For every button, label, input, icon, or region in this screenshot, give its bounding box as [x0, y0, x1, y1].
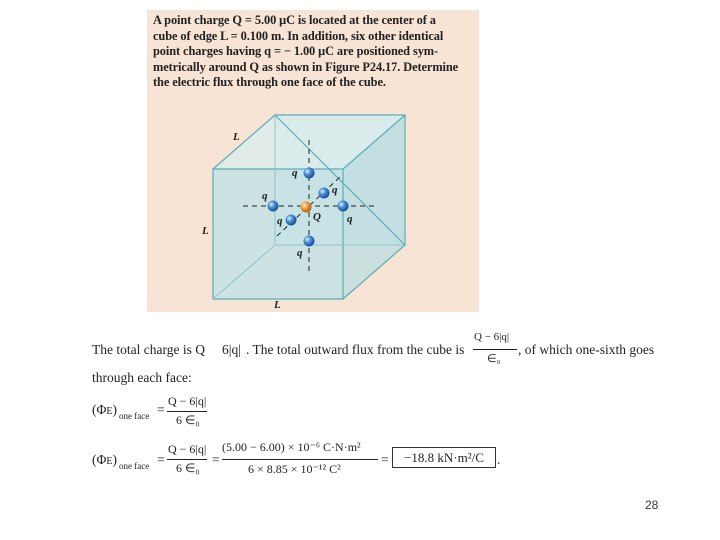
problem-line: A point charge Q = 5.00 μC is located at the center of a: [153, 13, 436, 27]
eq1-fraction-bar: [167, 411, 207, 412]
charge-label-q-back: q: [332, 184, 338, 196]
charge-label-Q: Q: [313, 211, 321, 223]
eq1-lhs: (ΦE): [92, 402, 117, 417]
edge-label-top: L: [233, 131, 240, 143]
eq2-lhs: (ΦE): [92, 452, 117, 467]
charge-q-top: [304, 168, 315, 179]
eq2-fraction-bar-1: [167, 459, 207, 460]
flux-fraction-bar: [473, 349, 517, 350]
cube-figure: [147, 10, 479, 312]
problem-line: the electric flux through one face of the cube.: [153, 75, 386, 89]
eq2-equals-2: =: [212, 452, 220, 467]
solution-text-1: The total charge is Q: [92, 342, 205, 357]
eq1-equals: =: [157, 402, 165, 417]
charge-q-left: [268, 201, 279, 212]
charge-q-bottom: [304, 236, 315, 247]
eq1-numerator: Q − 6|q|: [168, 394, 207, 408]
charge-q-front: [286, 215, 297, 226]
solution-term-6q: 6|q|: [222, 342, 241, 357]
charge-q-right: [338, 201, 349, 212]
eq2-period: .: [497, 452, 501, 467]
problem-line: metrically around Q as shown in Figure P24.17. Determine: [153, 59, 459, 74]
eq1-lhs-subscript: one face: [119, 411, 150, 421]
eq2-denominator-1: 6 ∈₀: [176, 461, 200, 475]
solution-text-2: . The total outward flux from the cube is: [246, 342, 465, 357]
eq2-denominator-2: 6 × 8.85 × 10⁻¹² C²: [248, 462, 341, 476]
charge-label-q-right: q: [347, 213, 353, 225]
eq2-lhs-subscript: one face: [119, 461, 150, 471]
flux-fraction-numerator: Q − 6|q|: [474, 331, 510, 343]
charge-q-back: [319, 188, 330, 199]
flux-fraction-denominator: ∈₀: [487, 353, 501, 365]
edge-label-bottom: L: [274, 299, 281, 311]
answer-box: −18.8 kN·m²/C: [392, 447, 496, 468]
eq2-equals-3: =: [381, 452, 389, 467]
solution-text-4: through each face:: [92, 370, 192, 385]
charge-label-q-top: q: [292, 167, 298, 179]
page-number: 28: [645, 498, 659, 512]
edge-label-left: L: [202, 225, 209, 237]
charge-Q-center: [301, 202, 312, 213]
charge-label-q-bottom: q: [297, 247, 303, 259]
eq2-fraction-bar-2: [222, 459, 378, 460]
eq2-numerator-2: (5.00 − 6.00) × 10⁻⁶ C·N·m²: [222, 440, 361, 454]
problem-line: point charges having q = − 1.00 μC are positioned sym-: [153, 44, 439, 58]
charge-label-q-left: q: [262, 190, 268, 202]
charge-label-q-front: q: [277, 215, 283, 227]
problem-line: cube of edge L = 0.100 m. In addition, six other identical: [153, 28, 444, 43]
eq2-equals-1: =: [157, 452, 165, 467]
problem-panel: [147, 10, 479, 312]
eq1-denominator: 6 ∈₀: [176, 413, 200, 427]
solution-text-3: , of which one-sixth goes: [518, 342, 655, 357]
eq2-numerator-1: Q − 6|q|: [168, 442, 207, 456]
